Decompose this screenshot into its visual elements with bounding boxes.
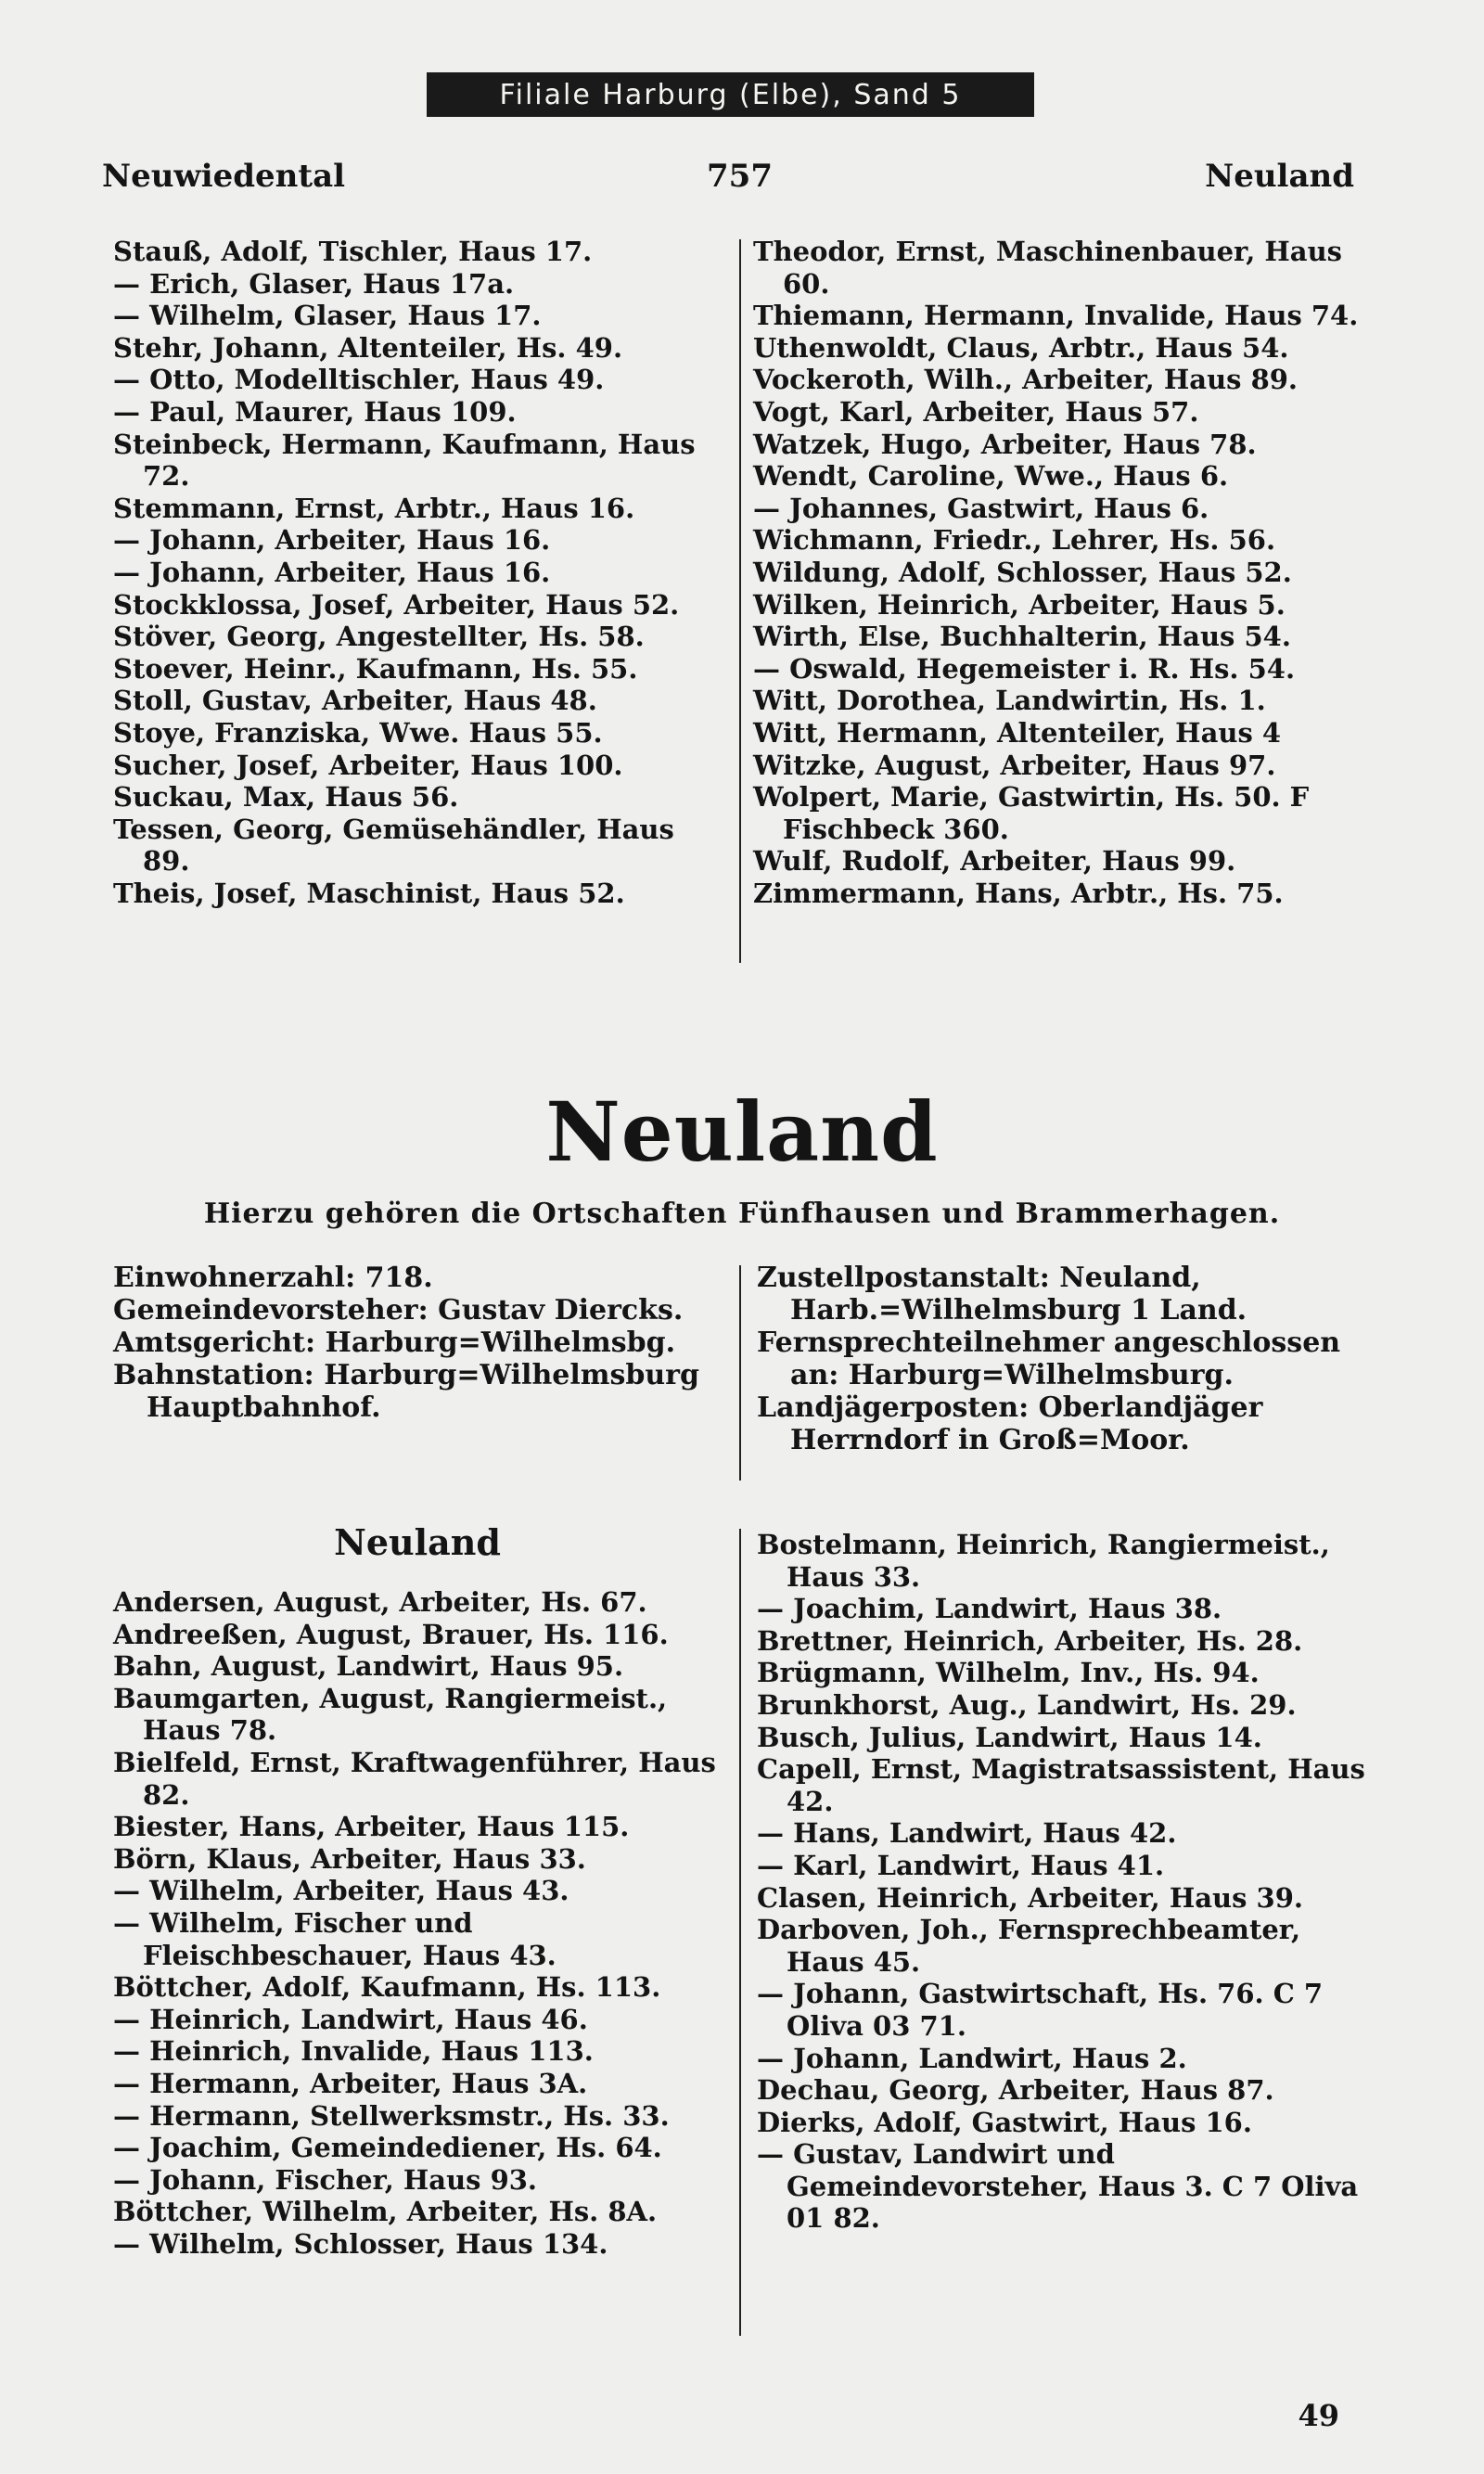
directory-entry: Andersen, August, Arbeiter, Hs. 67. <box>113 1586 647 1618</box>
directory-entry: Busch, Julius, Landwirt, Haus 14. <box>757 1721 1262 1753</box>
directory-entry: — Johannes, Gastwirt, Haus 6. <box>753 492 1209 524</box>
directory-entry: Stemmann, Ernst, Arbtr., Haus 16. <box>113 492 635 524</box>
running-head-left: Neuwiedental <box>102 158 346 195</box>
directory-entry: Brügmann, Wilhelm, Inv., Hs. 94. <box>757 1657 1260 1689</box>
directory-entry: Steinbeck, Hermann, Kaufmann, Haus 72. <box>113 428 696 493</box>
directory-entry: Capell, Ernst, Magistratsassistent, Haus 42. <box>757 1753 1365 1817</box>
directory-entry: Wilken, Heinrich, Arbeiter, Haus 5. <box>753 588 1286 621</box>
directory-entry: — Johann, Fischer, Haus 93. <box>113 2163 538 2196</box>
info-line: Einwohnerzahl: 718. <box>113 1262 433 1294</box>
directory-entry: — Paul, Maurer, Haus 109. <box>113 395 517 428</box>
directory-entry: — Johann, Arbeiter, Haus 16. <box>113 556 551 588</box>
column-divider-info <box>739 1265 741 1481</box>
info-line: Fernsprechteilnehmer angeschlossen an: Harburg=Wilhelmsburg. <box>757 1327 1341 1391</box>
directory-entry: Vogt, Karl, Arbeiter, Haus 57. <box>753 395 1199 428</box>
directory-entry: — Joachim, Gemeindediener, Hs. 64. <box>113 2132 662 2164</box>
section-subtitle: Hierzu gehören die Ortschaften Fünfhausen und Brammerhagen. <box>203 1198 1281 1230</box>
bottom-right-column <box>757 1529 1369 2235</box>
directory-entry: Uthenwoldt, Claus, Arbtr., Haus 54. <box>753 331 1289 364</box>
bottom-left-column <box>113 1586 730 2260</box>
directory-entry: — Hermann, Stellwerksmstr., Hs. 33. <box>113 2099 670 2132</box>
directory-entry: Theis, Josef, Maschinist, Haus 52. <box>113 877 625 909</box>
directory-entry: Tessen, Georg, Gemüsehändler, Haus 89. <box>113 813 674 878</box>
page-number: 49 <box>1298 2398 1339 2433</box>
info-line: Bahnstation: Harburg=Wilhelmsburg Hauptbahnhof. <box>113 1359 699 1424</box>
directory-entry: — Heinrich, Landwirt, Haus 46. <box>113 2003 588 2035</box>
directory-entry: — Gustav, Landwirt und Gemeindevorsteher, Haus 3. C 7 Oliva 01 82. <box>757 2138 1359 2235</box>
directory-entry: — Wilhelm, Schlosser, Haus 134. <box>113 2227 608 2260</box>
directory-entry: Stoll, Gustav, Arbeiter, Haus 48. <box>113 685 597 717</box>
directory-entry: Stoye, Franziska, Wwe. Haus 55. <box>113 716 603 749</box>
column-divider-bottom <box>739 1529 741 2336</box>
directory-entry: — Johann, Landwirt, Haus 2. <box>757 2042 1187 2074</box>
directory-entry: Brunkhorst, Aug., Landwirt, Hs. 29. <box>757 1688 1297 1721</box>
running-head <box>102 158 1354 204</box>
directory-entry: Stoever, Heinr., Kaufmann, Hs. 55. <box>113 652 638 685</box>
directory-entry: Wildung, Adolf, Schlosser, Haus 52. <box>753 556 1292 588</box>
directory-entry: Witt, Hermann, Altenteiler, Haus 4 <box>753 716 1282 749</box>
directory-entry: Brettner, Heinrich, Arbeiter, Hs. 28. <box>757 1624 1303 1657</box>
directory-entry: — Wilhelm, Fischer und Fleischbeschauer, Haus 43. <box>113 1906 556 1971</box>
directory-entry: — Johann, Arbeiter, Haus 16. <box>113 524 551 557</box>
directory-entry: Stöver, Georg, Angestellter, Hs. 58. <box>113 621 645 653</box>
directory-entry: Clasen, Heinrich, Arbeiter, Haus 39. <box>757 1881 1304 1914</box>
directory-entry: Darboven, Joh., Fernsprechbeamter, Haus 45. <box>757 1914 1301 1978</box>
directory-entry: Dechau, Georg, Arbeiter, Haus 87. <box>757 2074 1274 2107</box>
directory-entry: Witt, Dorothea, Landwirtin, Hs. 1. <box>753 685 1266 717</box>
info-line: Gemeindevorsteher: Gustav Diercks. <box>113 1294 684 1327</box>
directory-entry: Stockklossa, Josef, Arbeiter, Haus 52. <box>113 588 680 621</box>
directory-entry: — Hermann, Arbeiter, Haus 3A. <box>113 2067 588 2099</box>
directory-entry: Suckau, Max, Haus 56. <box>113 781 459 814</box>
directory-entry: Bostelmann, Heinrich, Rangiermeist., Haus 33. <box>757 1529 1330 1593</box>
directory-entry: Andreeßen, August, Brauer, Hs. 116. <box>113 1618 669 1650</box>
directory-entry: — Oswald, Hegemeister i. R. Hs. 54. <box>753 652 1296 685</box>
directory-entry: Stehr, Johann, Altenteiler, Hs. 49. <box>113 331 623 364</box>
directory-entry: Wolpert, Marie, Gastwirtin, Hs. 50. F Fischbeck 360. <box>753 781 1310 845</box>
directory-entry: — Erich, Glaser, Haus 17a. <box>113 267 515 300</box>
directory-entry: — Heinrich, Invalide, Haus 113. <box>113 2035 594 2068</box>
directory-entry: — Johann, Gastwirtschaft, Hs. 76. C 7 Oliva 03 71. <box>757 1978 1324 2042</box>
directory-entry: Sucher, Josef, Arbeiter, Haus 100. <box>113 749 623 781</box>
directory-entry: Thiemann, Hermann, Invalide, Haus 74. <box>753 300 1359 332</box>
directory-entry: Zimmermann, Hans, Arbtr., Hs. 75. <box>753 877 1284 909</box>
directory-entry: Wulf, Rudolf, Arbeiter, Haus 99. <box>753 845 1236 878</box>
directory-entry: Dierks, Adolf, Gastwirt, Haus 16. <box>757 2106 1252 2138</box>
directory-entry: Baumgarten, August, Rangiermeist., Haus 78. <box>113 1682 668 1747</box>
directory-entry: — Joachim, Landwirt, Haus 38. <box>757 1593 1222 1625</box>
directory-entry: Wendt, Caroline, Wwe., Haus 6. <box>753 460 1229 493</box>
municipal-info-right <box>757 1262 1369 1456</box>
directory-entry: — Karl, Landwirt, Haus 41. <box>757 1849 1165 1881</box>
directory-entry: Börn, Klaus, Arbeiter, Haus 33. <box>113 1842 586 1875</box>
directory-entry: — Wilhelm, Glaser, Haus 17. <box>113 300 542 332</box>
directory-entry: Vockeroth, Wilh., Arbeiter, Haus 89. <box>753 364 1298 396</box>
directory-entry: Watzek, Hugo, Arbeiter, Haus 78. <box>753 428 1257 460</box>
directory-entry: Biester, Hans, Arbeiter, Haus 115. <box>113 1811 630 1843</box>
directory-entry: Böttcher, Adolf, Kaufmann, Hs. 113. <box>113 1971 661 2004</box>
running-head-right: Neuland <box>1205 158 1354 195</box>
info-line: Zustellpostanstalt: Neuland, Harb.=Wilhelmsburg 1 Land. <box>757 1262 1247 1327</box>
list-heading: Neuland <box>334 1521 501 1563</box>
directory-entry: Bielfeld, Ernst, Kraftwagenführer, Haus 82. <box>113 1746 716 1811</box>
section-title: Neuland <box>545 1083 939 1180</box>
info-line: Landjägerposten: Oberlandjäger Herrndorf in Groß=Moor. <box>757 1391 1263 1456</box>
directory-entry: Theodor, Ernst, Maschinenbauer, Haus 60. <box>753 236 1342 300</box>
publisher-banner: Filiale Harburg (Elbe), Sand 5 <box>427 72 1034 117</box>
directory-entry: — Wilhelm, Arbeiter, Haus 43. <box>113 1875 569 1907</box>
top-right-column <box>753 236 1365 909</box>
directory-entry: Stauß, Adolf, Tischler, Haus 17. <box>113 236 593 267</box>
directory-entry: — Hans, Landwirt, Haus 42. <box>757 1817 1177 1850</box>
directory-entry: Wichmann, Friedr., Lehrer, Hs. 56. <box>753 524 1276 557</box>
info-line: Amtsgericht: Harburg=Wilhelmsbg. <box>113 1327 676 1359</box>
directory-entry: Bahn, August, Landwirt, Haus 95. <box>113 1650 624 1683</box>
directory-entry: — Otto, Modelltischler, Haus 49. <box>113 364 605 396</box>
running-head-page: 757 <box>707 158 773 195</box>
directory-entry: Böttcher, Wilhelm, Arbeiter, Hs. 8A. <box>113 2196 658 2228</box>
directory-entry: Wirth, Else, Buchhalterin, Haus 54. <box>753 621 1291 653</box>
column-divider-top <box>739 239 741 963</box>
top-left-column <box>113 236 730 909</box>
municipal-info-left <box>113 1262 725 1424</box>
directory-entry: Witzke, August, Arbeiter, Haus 97. <box>753 749 1276 781</box>
